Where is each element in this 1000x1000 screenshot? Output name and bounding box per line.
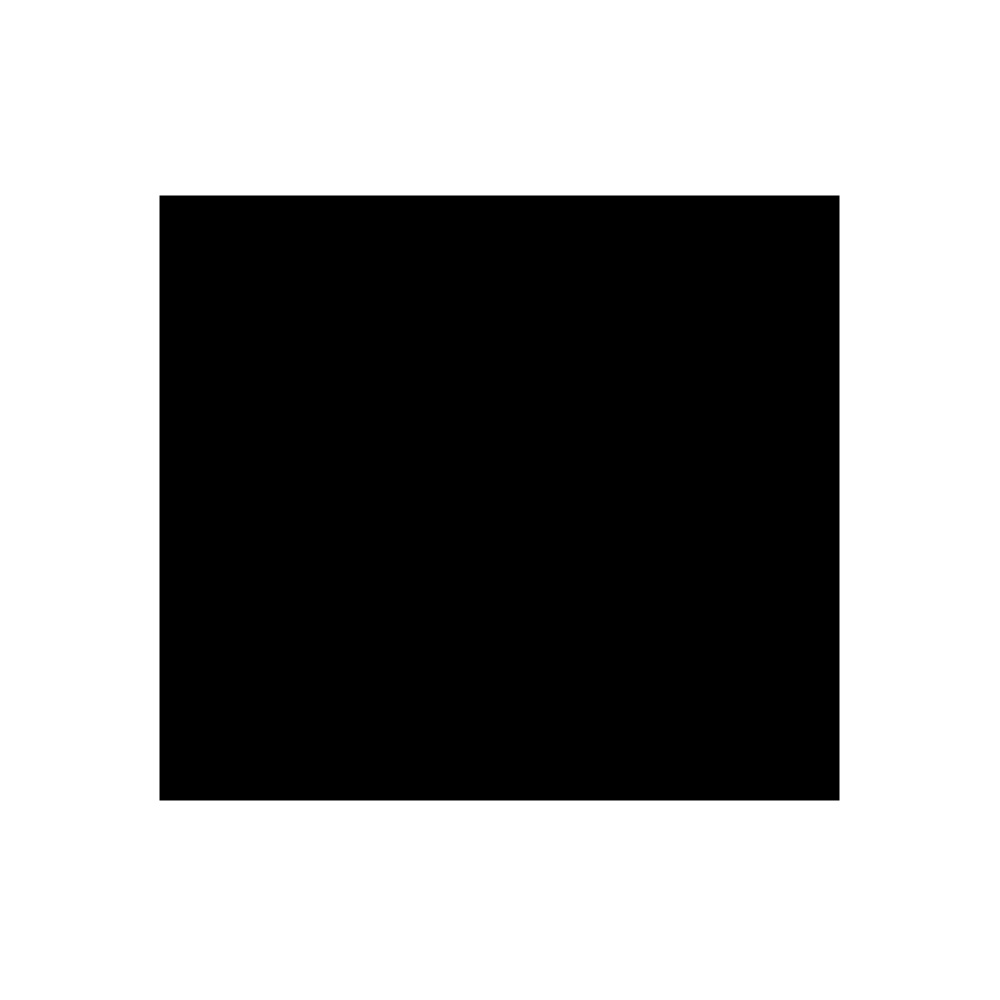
map-background bbox=[160, 196, 839, 800]
